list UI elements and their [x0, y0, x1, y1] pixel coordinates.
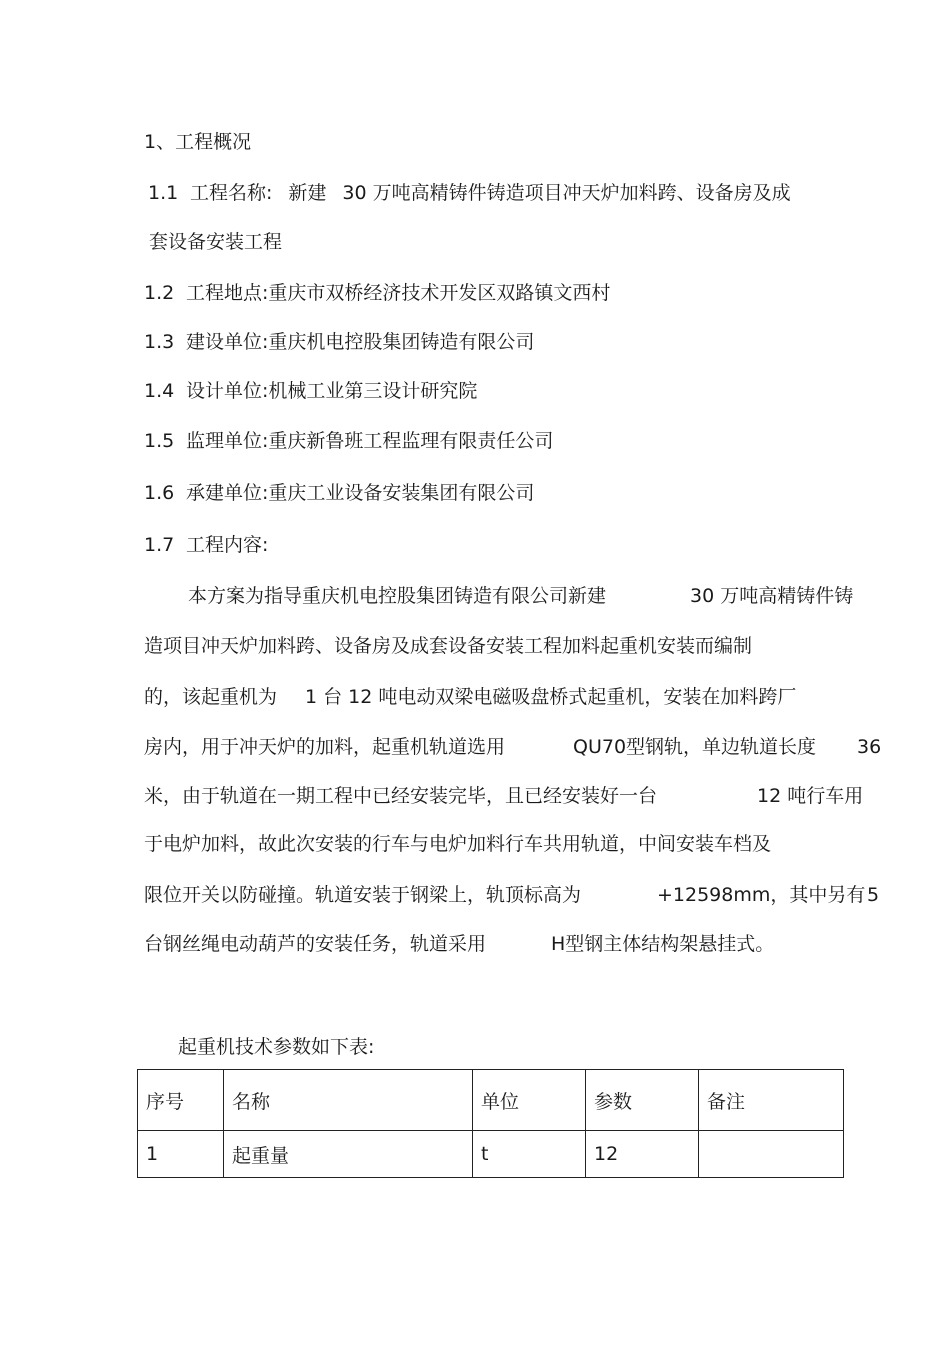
table-row — [138, 1131, 844, 1178]
item-value-cont: 30 万吨高精铸件铸造项目冲天炉加料跨、设备房及成 — [342, 182, 791, 204]
item-label: 工程地点: — [186, 282, 269, 304]
item-value: 重庆工业设备安装集团有限公司 — [268, 482, 535, 504]
item-project-name — [148, 181, 791, 205]
item-number: 1.4 — [144, 380, 175, 402]
section-heading: 1、工程概况 — [144, 131, 252, 153]
parameters-table — [137, 1069, 844, 1178]
body-text: 限位开关以防碰撞。轨道安装于钢梁上，轨顶标高为 — [144, 884, 582, 906]
item-designer — [144, 379, 477, 403]
table-header-cell: 名称 — [224, 1070, 473, 1131]
body-text: 本方案为指导重庆机电控股集团铸造有限公司新建 — [188, 585, 607, 607]
item-supervisor — [144, 429, 553, 453]
table-caption: 起重机技术参数如下表: — [178, 1036, 375, 1058]
body-text: 造项目冲天炉加料跨、设备房及成套设备安装工程加料起重机安装而编制 — [144, 635, 753, 657]
table-cell — [699, 1131, 844, 1178]
item-contractor — [144, 481, 534, 505]
body-text: 的，该起重机为 — [144, 686, 278, 708]
item-number: 1.7 — [144, 534, 175, 556]
body-text: 米，由于轨道在一期工程中已经安装完毕，且已经安装好一台 — [144, 785, 658, 807]
item-number: 1.5 — [144, 430, 175, 452]
item-value-continuation: 套设备安装工程 — [149, 231, 283, 253]
item-owner — [144, 330, 534, 354]
item-value: 机械工业第三设计研究院 — [268, 380, 478, 402]
table-header-cell: 单位 — [473, 1070, 586, 1131]
table-header-cell: 参数 — [586, 1070, 699, 1131]
table-cell: 12 — [586, 1131, 699, 1178]
body-text: 房内，用于冲天炉的加料，起重机轨道选用 — [144, 736, 506, 758]
body-text: H型钢主体结构架悬挂式。 — [551, 933, 775, 955]
body-text: 1 台 12 吨电动双梁电磁吸盘桥式起重机，安装在加料跨厂 — [305, 686, 797, 708]
item-value: 重庆新鲁班工程监理有限责任公司 — [268, 430, 554, 452]
table-cell: t — [473, 1131, 586, 1178]
table-header-row — [138, 1070, 844, 1131]
body-text: 12 吨行车用 — [757, 785, 864, 807]
table-header-cell: 备注 — [699, 1070, 844, 1131]
item-value: 重庆市双桥经济技术开发区双路镇文西村 — [268, 282, 611, 304]
item-number: 1.1 — [148, 182, 179, 204]
item-value: 新建 — [288, 182, 327, 204]
item-project-location — [144, 281, 610, 305]
item-scope — [144, 533, 268, 557]
body-text: 30 万吨高精铸件铸 — [690, 585, 854, 607]
body-text: QU70型钢轨，单边轨道长度 — [573, 736, 817, 758]
item-number: 1.3 — [144, 331, 175, 353]
item-number: 1.2 — [144, 282, 175, 304]
table-header-cell: 序号 — [138, 1070, 224, 1131]
item-number: 1.6 — [144, 482, 175, 504]
table-cell: 1 — [138, 1131, 224, 1178]
item-label: 设计单位: — [186, 380, 269, 402]
item-label: 建设单位: — [186, 331, 269, 353]
body-text: 台钢丝绳电动葫芦的安装任务，轨道采用 — [144, 933, 487, 955]
item-label: 工程名称: — [190, 182, 273, 204]
item-label: 承建单位: — [186, 482, 269, 504]
item-value: 重庆机电控股集团铸造有限公司 — [268, 331, 535, 353]
body-text: 36 — [857, 736, 882, 758]
body-text: +12598mm，其中另有 — [657, 884, 866, 906]
table-cell: 起重量 — [224, 1131, 473, 1178]
body-text: 5 — [867, 884, 880, 906]
item-label: 工程内容: — [186, 534, 269, 556]
item-label: 监理单位: — [186, 430, 269, 452]
body-text: 于电炉加料，故此次安装的行车与电炉加料行车共用轨道，中间安装车档及 — [144, 833, 772, 855]
